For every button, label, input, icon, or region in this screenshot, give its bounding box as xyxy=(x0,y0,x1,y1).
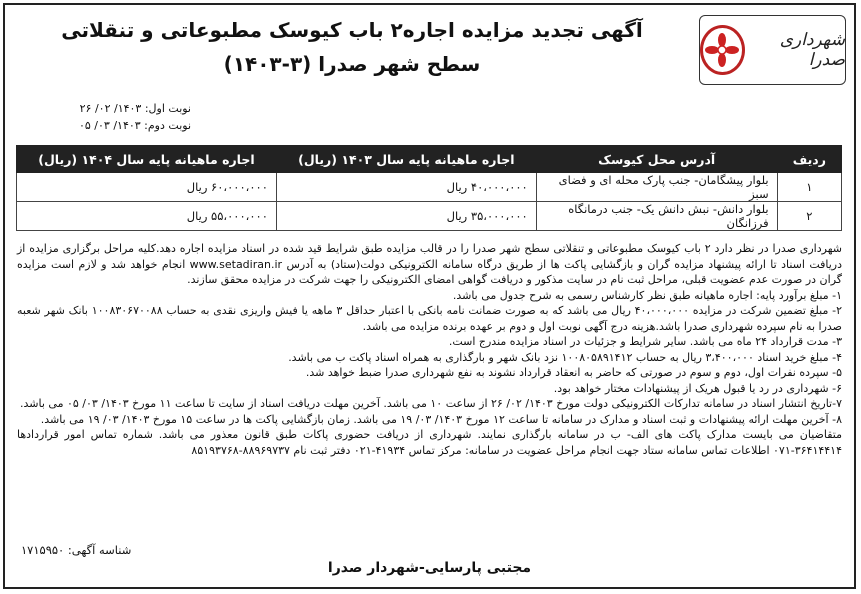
rent-1403: ۳۵،۰۰۰،۰۰۰ ریال xyxy=(276,202,536,231)
kiosk-table xyxy=(16,145,842,231)
table-row xyxy=(17,202,842,231)
row-number: ۱ xyxy=(777,173,841,202)
rent-1404: ۶۰،۰۰۰،۰۰۰ ریال xyxy=(17,173,277,202)
rent-1403: ۴۰،۰۰۰،۰۰۰ ریال xyxy=(276,173,536,202)
col-rent-1403: اجاره ماهیانه پایه سال ۱۴۰۳ (ریال) xyxy=(276,146,536,173)
publication-dates xyxy=(21,100,191,134)
condition-item: ۱- مبلغ برآورد پایه: اجاره ماهیانه طبق نظر کارشناس رسمی به شرح جدول می باشد. xyxy=(452,288,842,302)
col-rent-1404: اجاره ماهیانه پایه سال ۱۴۰۴ (ریال) xyxy=(17,146,277,173)
condition-item: ۴- مبلغ خرید اسناد ۳،۴۰۰،۰۰۰ ریال به حساب ۱۰۰۸۰۵۸۹۱۴۱۲ نزد بانک شهر و بارگذاری به همراه اسناد پاکت ب می باشد. xyxy=(288,350,842,364)
rent-1404: ۵۵،۰۰۰،۰۰۰ ریال xyxy=(17,202,277,231)
condition-item: ۵- سپرده نفرات اول، دوم و سوم در صورتی که حاضر به انعقاد قرارداد نشوند به نفع شهرداری صدرا ضبط خواهد شد. xyxy=(305,366,842,379)
advertisement-frame xyxy=(3,3,856,589)
emblem-icon xyxy=(700,25,745,75)
title-line-1: آگهی تجدید مزایده اجاره۲ باب کیوسک مطبوعاتی و تنقلاتی xyxy=(61,18,643,42)
condition-item: ۸- آخرین مهلت ارائه پیشنهادات و ثبت اسناد و مدارک در سامانه تا ساعت ۱۲ مورخ ۱۴۰۳/ ۰۳/ ۱۹ می باشد. زمان بازگشایی پاکت ها در ساعت ۱۵ مورخ ۱۴۰۳/ ۰۳/ ۱۹ می باشد. xyxy=(40,412,842,426)
logo-text: شهرداری صدرا xyxy=(779,30,845,70)
ad-identifier: شناسه آگهی: ۱۷۱۵۹۵۰ xyxy=(21,543,132,557)
mayor-signature: مجتبی پارسایی-شهردار صدرا xyxy=(327,560,532,576)
contact-paragraph: متقاضیان می بایست مدارک پاکت های الف- ب در سامانه بارگذاری نمایند. شهرداری از دریافت حضوری پاکات طبق قانون معذور می باشد. شماره تماس امور قراردادها ۳۶۴۱۴۴۱۴-۰۷۱ اطلاعات تماس سامانه ستاد جهت انجام مراحل عضویت در سامانه: مرکز تماس ۴۱۹۳۴-۰۲۱ دفتر ثبت نام ۸۸۹۶۹۷۳۷-۸۵۱۹۳۷۶۸ xyxy=(17,428,842,457)
second-publication: نوبت دوم: ۱۴۰۳/ ۰۳/ ۰۵ xyxy=(78,119,191,132)
municipality-logo xyxy=(699,15,846,85)
kiosk-address: بلوار دانش- نبش دانش یک- جنب درمانگاه فرزانگان xyxy=(536,202,777,231)
col-row-number: ردیف xyxy=(777,146,841,173)
table-row xyxy=(17,173,842,202)
title-line-2: سطح شهر صدرا (۳-۱۴۰۳) xyxy=(223,52,481,76)
first-publication: نوبت اول: ۱۴۰۳/ ۰۲/ ۲۶ xyxy=(79,102,191,115)
kiosk-address: بلوار پیشگامان- جنب پارک محله ای و فضای سبز xyxy=(536,173,777,202)
condition-item: ۲- مبلغ تضمین شرکت در مزایده ۴۰،۰۰۰،۰۰۰ ریال می باشد که به صورت ضمانت نامه بانکی با اعتبار حداقل ۳ ماهه یا فیش واریزی نقدی به حساب ۱۰۰۸۳۰۶۷۰۰۸۸ بانک شهر شعبه صدرا به نام سپرده شهرداری صدرا باشد.هزینه درج آگهی نوبت اول و دوم بر عهده برنده مزایده می باشد. xyxy=(17,304,843,333)
intro-paragraph: شهرداری صدرا در نظر دارد ۲ باب کیوسک مطبوعاتی و تنقلاتی سطح شهر صدرا را در قالب مزایده طبق شرایط قید شده در اسناد مزایده اجاره دهد.کلیه مراحل برگزاری مزایده از دریافت اسناد تا ارائه پیشنهاد مزایده گران و بازگشایی پاکت ها از طریق درگاه سامانه الکترونیکی دولت(ستاد) به آدرس www.setadiran.ir انجام خواهد شد و لازم است مزایده گران در صورت عدم عضویت قبلی، مراحل ثبت نام در سایت مذکور و دریافت گواهی امضای الکترونیکی را جهت شرکت در مزایده محقق سازند. xyxy=(17,242,843,286)
row-number: ۲ xyxy=(777,202,841,231)
col-address: آدرس محل کیوسک xyxy=(536,146,777,173)
table-header-row xyxy=(17,146,842,173)
condition-item: ۶- شهرداری در رد یا قبول هریک از پیشنهادات مختار خواهد بود. xyxy=(553,381,842,395)
ad-title xyxy=(15,13,689,81)
ad-body xyxy=(17,241,842,458)
condition-item: ۳- مدت قرارداد ۲۴ ماه می باشد. سایر شرایط و جزئیات در اسناد مزایده مندرج است. xyxy=(448,335,842,348)
condition-item: ۷-تاریخ انتشار اسناد در سامانه تدارکات الکترونیکی دولت مورخ ۱۴۰۳/ ۰۲/ ۲۶ از ساعت ۱۰ می باشد. آخرین مهلت دریافت اسناد از سایت تا ساعت ۱۱ مورخ ۱۴۰۳/ ۰۳/ ۰۵ می باشد. xyxy=(20,397,842,410)
